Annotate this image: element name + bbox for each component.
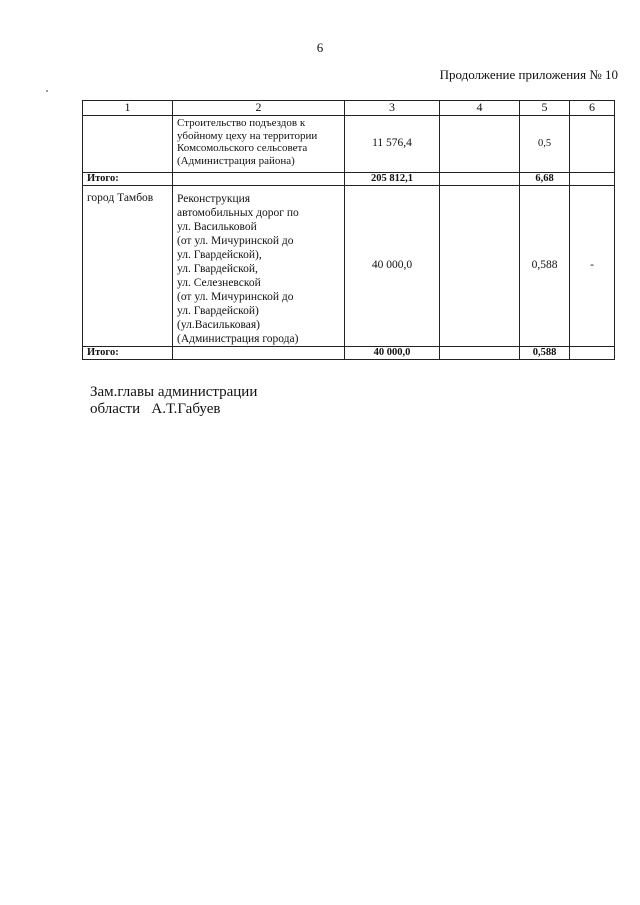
total-col6 <box>570 173 615 186</box>
total-col6 <box>570 347 615 360</box>
cell-col6 <box>570 116 615 173</box>
column-header: 2 <box>173 101 345 116</box>
column-header: 4 <box>440 101 520 116</box>
table-header-row <box>83 101 615 116</box>
total-length: 0,588 <box>520 347 570 360</box>
table-row <box>83 186 615 347</box>
cell-dash: - <box>570 186 615 347</box>
cell-description: Реконструкция автомобильных дорог по ул. Васильковой (от ул. Мичуринской до ул. Гвардейской), ул. Гвардейской, ул. Селезневской (от ул. Мичуринской до ул. Гвардейской) (ул.Васильковая) (Администрация города) <box>173 186 345 347</box>
total-col4 <box>440 347 520 360</box>
total-amount: 205 812,1 <box>345 173 440 186</box>
cell-length: 0,5 <box>520 116 570 173</box>
signature-position: Зам.главы администрации <box>90 384 258 400</box>
appendix-continuation-label: Продолжение приложения № 10 <box>439 67 618 82</box>
cell-territory <box>83 116 173 173</box>
signature-block <box>90 384 257 418</box>
cell-territory: город Тамбов <box>83 186 173 347</box>
total-row <box>83 347 615 360</box>
total-col2 <box>173 173 345 186</box>
cell-col4 <box>440 186 520 347</box>
column-header: 3 <box>345 101 440 116</box>
cell-amount: 40 000,0 <box>345 186 440 347</box>
total-row <box>83 173 615 186</box>
appendix-table <box>82 100 615 360</box>
total-label: Итого: <box>83 173 173 186</box>
total-length: 6,68 <box>520 173 570 186</box>
total-label: Итого: <box>83 347 173 360</box>
table-row <box>83 116 615 173</box>
signature-name: области А.Т.Габуев <box>90 401 221 417</box>
cell-description: Строительство подъездов к убойному цеху на территории Комсомольского сельсовета (Администрация района) <box>173 116 345 173</box>
total-amount: 40 000,0 <box>345 347 440 360</box>
cell-col4 <box>440 116 520 173</box>
column-header: 5 <box>520 101 570 116</box>
cell-length: 0,588 <box>520 186 570 347</box>
scan-speck <box>46 90 48 92</box>
total-col4 <box>440 173 520 186</box>
page-number: 6 <box>316 40 324 55</box>
total-col2 <box>173 347 345 360</box>
cell-amount: 11 576,4 <box>345 116 440 173</box>
column-header: 6 <box>570 101 615 116</box>
column-header: 1 <box>83 101 173 116</box>
